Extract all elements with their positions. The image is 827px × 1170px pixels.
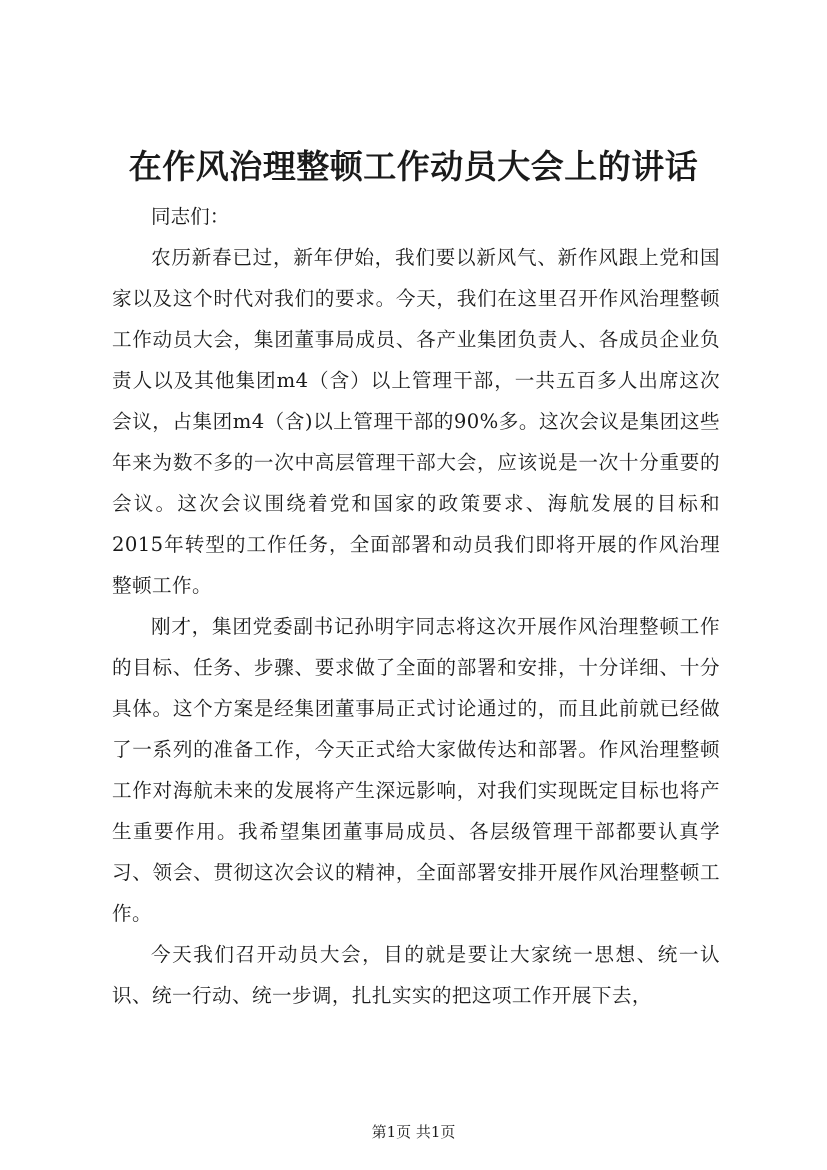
paragraph-2: 刚才，集团党委副书记孙明宇同志将这次开展作风治理整顿工作的目标、任务、步骤、要求做了全面的部署和安排，十分详细、十分具体。这个方案是经集团董事局正式讨论通过的，而且此前就已经做了一系列的准备工作，今天正式给大家做传达和部署。作风治理整顿工作对海航未来的发展将产生深远影响，对我们实现既定目标也将产生重要作用。我希望集团董事局成员、各层级管理干部都要认真学习、领会、贯彻这次会议的精神，全面部署安排开展作风治理整顿工作。 — [112, 615, 720, 925]
paragraph-1: 农历新春已过，新年伊始，我们要以新风气、新作风跟上党和国家以及这个时代对我们的要求。今天，我们在这里召开作风治理整顿工作动员大会，集团董事局成员、各产业集团负责人、各成员企业负责人以及其他集团m4（含）以上管理干部，一共五百多人出席这次会议，占集团m4（含)以上管理干部的90%多。这次会议是集团这些年来为数不多的一次中高层管理干部大会，应该说是一次十分重要的会议。这次会议围绕着党和国家的政策要求、海航发展的目标和2015年转型的工作任务，全面部署和动员我们即将开展的作风治理整顿工作。 — [112, 246, 720, 597]
document-title: 在作风治理整顿工作动员大会上的讲话 — [128, 147, 699, 186]
document-body — [112, 196, 720, 1016]
paragraph-3: 今天我们召开动员大会，目的就是要让大家统一思想、统一认识、统一行动、统一步调，扎扎实实的把这项工作开展下去， — [112, 943, 720, 1007]
salutation: 同志们： — [151, 205, 230, 228]
page-number-footer: 第1页 共1页 — [371, 1123, 456, 1141]
